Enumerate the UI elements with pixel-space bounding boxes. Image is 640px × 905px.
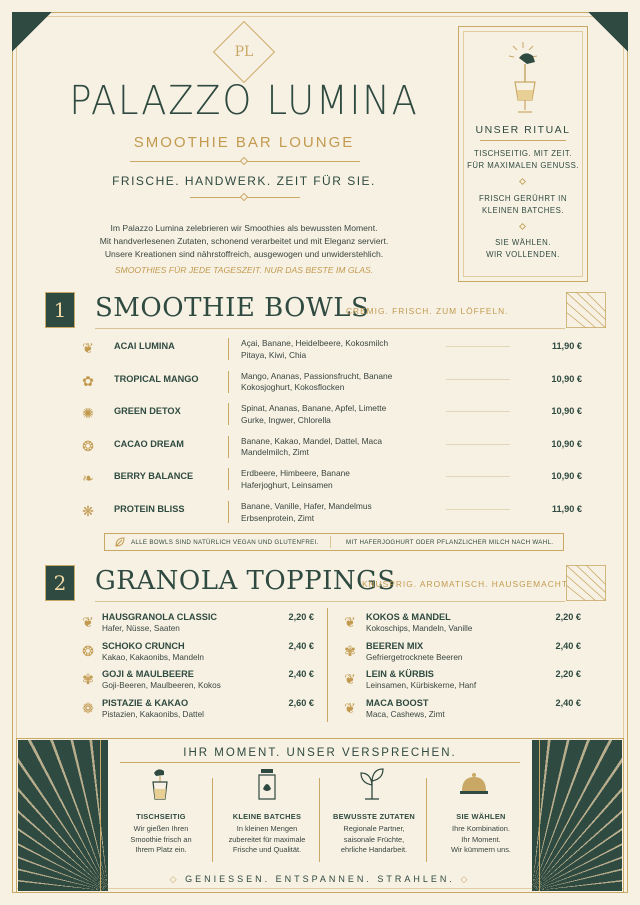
bowl-desc-line: Erbsenprotein, Zimt bbox=[241, 512, 315, 523]
bowl-desc-line: Haferjoghurt, Leinsamen bbox=[241, 479, 333, 490]
ritual-line: KLEINEN BATCHES. bbox=[482, 206, 564, 215]
price-leader bbox=[446, 476, 510, 477]
nut-icon: ❁ bbox=[82, 699, 94, 716]
price-leader bbox=[446, 509, 510, 510]
bowl-description bbox=[241, 403, 441, 426]
topping-price: 2,40 € bbox=[288, 640, 314, 651]
footer-frame-right bbox=[539, 740, 540, 891]
intro-line: Im Palazzo Lumina zelebrieren wir Smoothies als bewussten Moment. bbox=[110, 223, 378, 233]
topping-price: 2,60 € bbox=[288, 697, 314, 708]
bowl-desc-line: Mandelmilch, Zimt bbox=[241, 447, 309, 458]
bowl-separator bbox=[228, 436, 229, 458]
topping-description: Gefriergetrocknete Beeren bbox=[366, 652, 463, 662]
feature-line: In kleinen Mengen bbox=[236, 824, 298, 833]
bowl-desc-line: Gurke, Ingwer, Chlorella bbox=[241, 414, 331, 425]
footer-heading: IHR MOMENT. UNSER VERSPRECHEN. bbox=[183, 747, 457, 759]
feature-line: Smoothie frisch an bbox=[130, 834, 192, 844]
section-title: SMOOTHIE BOWLS bbox=[95, 293, 370, 323]
leaf-icon bbox=[114, 536, 126, 548]
bowl-name: ACAI LUMINA bbox=[114, 341, 175, 351]
monogram-text: PL bbox=[234, 44, 254, 60]
berry-leaf-icon: ❧ bbox=[82, 470, 94, 487]
price-leader bbox=[446, 346, 510, 347]
bowl-name: PROTEIN BLISS bbox=[114, 504, 185, 514]
price-leader bbox=[446, 379, 510, 380]
bowl-description bbox=[241, 371, 441, 394]
bowl-desc-line: Açai, Banane, Heidelbeere, Kokosmilch bbox=[241, 338, 389, 348]
slogan-text: GENIESSEN. ENTSPANNEN. STRAHLEN. bbox=[185, 874, 455, 884]
ritual-line: WIR VOLLENDEN. bbox=[486, 250, 560, 259]
ritual-line: SIE WÄHLEN. bbox=[495, 238, 551, 247]
ritual-divider bbox=[480, 140, 566, 141]
feature-line: Ihre Kombination. bbox=[452, 824, 510, 833]
topping-description: Pistazien, Kakaonibs, Dattel bbox=[102, 709, 204, 719]
bowl-note-right: MIT HAFERJOGHURT ODER PFLANZLICHER MILCH NACH WAHL. bbox=[346, 539, 554, 546]
diamond-icon: ◇ bbox=[169, 874, 186, 884]
bowl-separator bbox=[228, 468, 229, 490]
ritual-title: UNSER RITUAL bbox=[475, 124, 571, 136]
corner-ornament-left bbox=[12, 12, 52, 52]
feature-title: KLEINE BATCHES bbox=[232, 812, 302, 821]
bowl-desc-line: Banane, Vanille, Hafer, Mandelmus bbox=[241, 501, 372, 511]
sprout-icon bbox=[357, 767, 387, 801]
section-title: GRANOLA TOPPINGS bbox=[95, 566, 396, 596]
topping-description: Kokoschips, Mandeln, Vanille bbox=[366, 624, 473, 633]
topping-name: SCHOKO CRUNCH bbox=[102, 640, 185, 651]
star-flower-icon: ❋ bbox=[82, 503, 94, 519]
bowl-desc-line: Banane, Kakao, Mandel, Dattel, Maca bbox=[241, 435, 383, 446]
bowl-separator bbox=[228, 501, 229, 523]
feature-line: Ihr Moment. bbox=[461, 834, 501, 844]
topping-name: PISTAZIE & KAKAO bbox=[102, 697, 189, 708]
price-leader bbox=[446, 444, 510, 445]
footer-slogan bbox=[108, 874, 532, 885]
section-subtitle: CREMIG. FRISCH. ZUM LÖFFELN. bbox=[346, 306, 509, 316]
feature-line: Regionale Partner, bbox=[343, 824, 405, 833]
footer-heading-rule bbox=[120, 762, 520, 763]
topping-name: HAUSGRANOLA CLASSIC bbox=[102, 612, 218, 622]
pouring-glass-icon bbox=[505, 38, 541, 118]
bowl-description bbox=[241, 338, 441, 361]
berry-icon: ✾ bbox=[82, 671, 94, 688]
bowl-price: 10,90 € bbox=[551, 406, 582, 417]
bowl-description bbox=[241, 501, 441, 524]
leaf-icon: ❦ bbox=[82, 340, 94, 356]
sun-icon: ✺ bbox=[82, 405, 94, 422]
section-subtitle: KNUSPRIG. AROMATISCH. HAUSGEMACHT. bbox=[362, 579, 571, 589]
intro-italic: SMOOTHIES FÜR JEDE TAGESZEIT. NUR DAS BESTE IM GLAS. bbox=[114, 265, 374, 275]
topping-name: GOJI & MAULBEERE bbox=[102, 669, 194, 680]
feature-line: Wir gießen Ihren bbox=[133, 824, 189, 833]
feature-line: Wir kümmern uns. bbox=[451, 845, 511, 854]
seed-icon: ❦ bbox=[344, 671, 356, 688]
topping-price: 2,40 € bbox=[288, 669, 314, 680]
ritual-line: FRISCH GERÜHRT IN bbox=[479, 194, 567, 203]
brand-title: PALAZZO LUMINA bbox=[69, 78, 419, 124]
brand-subtitle: SMOOTHIE BAR LOUNGE bbox=[133, 134, 355, 151]
bowl-price: 11,90 € bbox=[551, 504, 582, 514]
flower-icon: ✿ bbox=[82, 372, 94, 389]
topping-price: 2,40 € bbox=[555, 640, 581, 651]
feature-line: saisonale Früchte, bbox=[343, 834, 405, 844]
column-separator bbox=[327, 608, 328, 722]
footer-frame-left bbox=[100, 740, 101, 891]
corner-ornament-right bbox=[588, 12, 628, 52]
intro-text bbox=[60, 222, 428, 261]
section-rule bbox=[95, 601, 565, 602]
topping-description: Hafer, Nüsse, Saaten bbox=[102, 624, 180, 633]
art-deco-fan-icon bbox=[566, 565, 606, 601]
feature-text bbox=[109, 824, 213, 856]
berry-icon: ✾ bbox=[344, 642, 356, 659]
topping-price: 2,20 € bbox=[555, 612, 581, 622]
feature-line: Ihrem Platz ein. bbox=[135, 845, 187, 854]
intro-line: Unsere Kreationen sind nährstoffreich, ausgewogen und unwiderstehlich. bbox=[104, 249, 384, 259]
topping-description: Maca, Cashews, Zimt bbox=[366, 709, 445, 719]
cloche-icon bbox=[459, 767, 489, 801]
bowl-name: TROPICAL MANGO bbox=[114, 373, 199, 384]
bowl-desc-line: Spinat, Ananas, Banane, Apfel, Limette bbox=[241, 403, 387, 414]
topping-price: 2,20 € bbox=[288, 612, 314, 622]
feature-text bbox=[322, 824, 426, 856]
topping-description: Kakao, Kakaonibs, Mandeln bbox=[102, 652, 204, 662]
glass-icon bbox=[146, 767, 176, 801]
bowl-desc-line: Mango, Ananas, Passionsfrucht, Banane bbox=[241, 370, 393, 381]
bowl-desc-line: Erdbeere, Himbeere, Banane bbox=[241, 468, 350, 479]
topping-price: 2,40 € bbox=[555, 697, 581, 708]
bowl-desc-line: Kokosjoghurt, Kokosflocken bbox=[241, 382, 345, 393]
bowl-name: CACAO DREAM bbox=[114, 438, 184, 449]
jar-icon bbox=[252, 767, 282, 801]
bowl-name: GREEN DETOX bbox=[114, 406, 181, 417]
note-separator bbox=[330, 536, 331, 548]
feature-separator bbox=[426, 778, 427, 862]
feature-title: SIE WÄHLEN bbox=[456, 812, 506, 821]
tagline: FRISCHE. HANDWERK. ZEIT FÜR SIE. bbox=[112, 174, 376, 188]
price-leader bbox=[446, 411, 510, 412]
feature-line: ehrliche Handarbeit. bbox=[340, 845, 408, 854]
diamond-icon: ◇ bbox=[454, 874, 471, 884]
bowl-price: 11,90 € bbox=[551, 341, 582, 351]
bowl-separator bbox=[228, 338, 229, 360]
section-rule bbox=[95, 328, 565, 329]
feature-separator bbox=[319, 778, 320, 862]
cacao-icon: ❂ bbox=[82, 437, 94, 454]
section-number-badge: 1 bbox=[45, 292, 75, 328]
ritual-line: FÜR MAXIMALEN GENUSS. bbox=[467, 161, 579, 170]
cacao-icon: ❂ bbox=[82, 642, 94, 659]
bowl-description bbox=[241, 468, 441, 491]
topping-price: 2,20 € bbox=[555, 669, 581, 680]
bowl-desc-line: Pitaya, Kiwi, Chia bbox=[241, 349, 307, 360]
bowl-separator bbox=[228, 403, 229, 425]
topping-description: Leinsamen, Kürbiskerne, Hanf bbox=[366, 681, 477, 691]
art-deco-fan-left bbox=[18, 740, 108, 891]
section-number-badge: 2 bbox=[45, 565, 75, 601]
grain-icon: ❦ bbox=[82, 614, 94, 630]
leaf-icon: ❦ bbox=[344, 699, 356, 716]
feature-title: TISCHSEITIG bbox=[136, 812, 186, 821]
bowl-note-left: ALLE BOWLS SIND NATÜRLICH VEGAN UND GLUTENFREI. bbox=[131, 539, 319, 546]
topping-description: Goji-Beeren, Maulbeeren, Kokos bbox=[102, 681, 221, 691]
bowl-price: 10,90 € bbox=[551, 471, 582, 482]
art-deco-fan-right bbox=[532, 740, 622, 891]
bowl-description bbox=[241, 436, 441, 459]
topping-name: KOKOS & MANDEL bbox=[366, 612, 451, 622]
feature-line: zubereitet für maximale bbox=[228, 834, 306, 844]
topping-name: LEIN & KÜRBIS bbox=[366, 669, 434, 680]
feature-line: Frische und Qualität. bbox=[232, 845, 302, 854]
feature-title: BEWUSSTE ZUTATEN bbox=[332, 812, 416, 821]
feature-text bbox=[429, 824, 533, 856]
art-deco-fan-icon bbox=[566, 292, 606, 328]
bowl-price: 10,90 € bbox=[551, 373, 582, 384]
leaf-icon: ❦ bbox=[344, 614, 356, 630]
bowl-separator bbox=[228, 371, 229, 393]
bowl-price: 10,90 € bbox=[551, 438, 582, 449]
topping-name: MACA BOOST bbox=[366, 697, 429, 708]
ritual-line: TISCHSEITIG. MIT ZEIT. bbox=[474, 149, 572, 158]
intro-line: Mit handverlesenen Zutaten, schonend verarbeitet und mit Eleganz serviert. bbox=[99, 236, 389, 246]
bowl-name: BERRY BALANCE bbox=[114, 471, 194, 482]
feature-text bbox=[215, 824, 319, 856]
topping-name: BEEREN MIX bbox=[366, 640, 424, 651]
